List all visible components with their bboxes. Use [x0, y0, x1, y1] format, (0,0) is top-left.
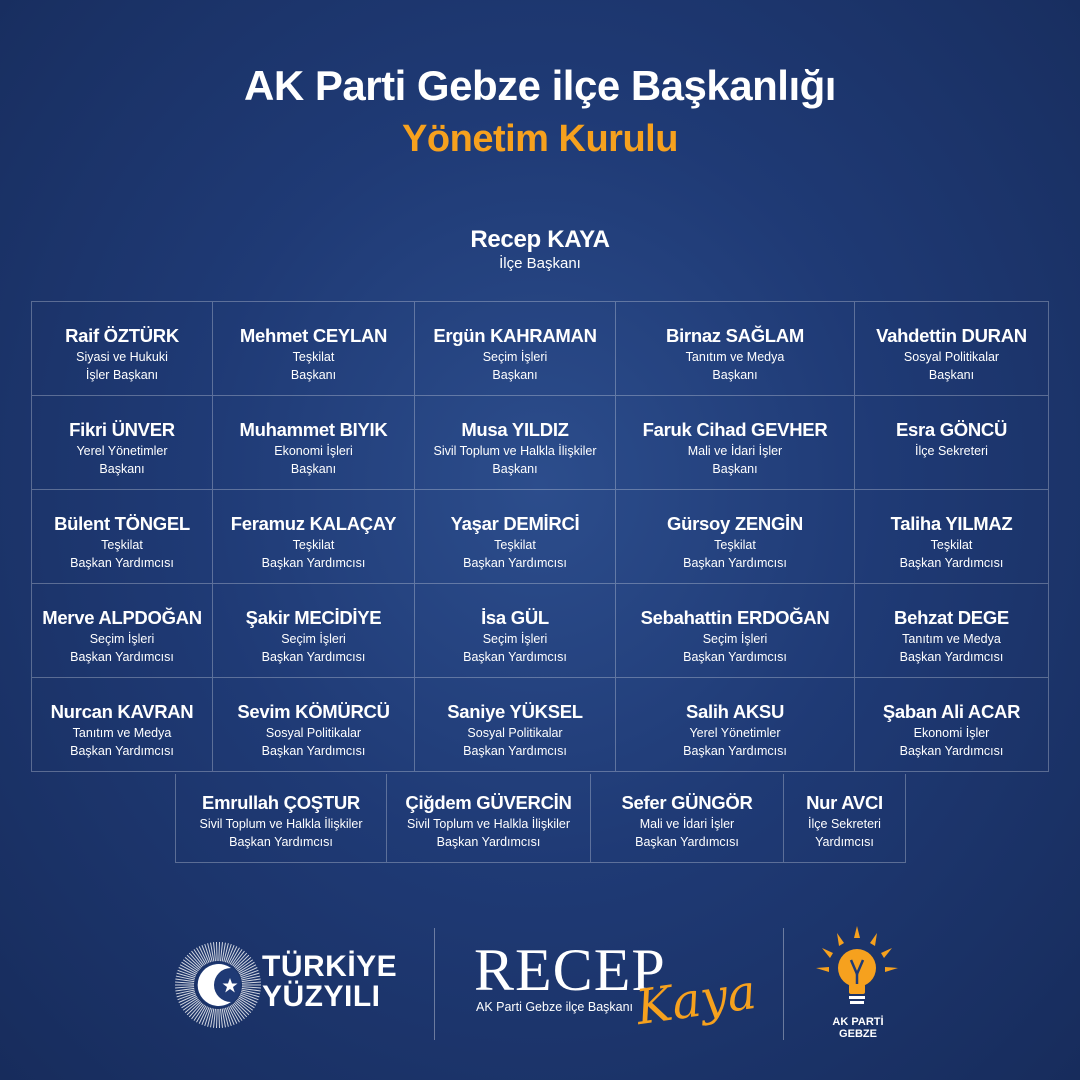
- member-role-line2: Başkanı: [492, 368, 538, 382]
- member-role-line2: Başkan Yardımcısı: [261, 650, 366, 664]
- member-name: Bülent TÖNGEL: [54, 513, 190, 534]
- member-card: [855, 584, 1049, 678]
- member-card: [415, 396, 616, 490]
- member-card: [616, 584, 855, 678]
- member-name: Şaban Ali ACAR: [882, 701, 1021, 722]
- member-name: Fikri ÜNVER: [69, 419, 175, 440]
- member-role-line2: Başkan Yardımcısı: [261, 556, 366, 570]
- member-role-line2: Başkanı: [492, 462, 538, 476]
- member-role-line2: Başkanı: [712, 462, 758, 476]
- member-role: Sosyal Politikalar: [265, 726, 362, 740]
- member-role: Teşkilat: [930, 538, 973, 552]
- member-card: [32, 396, 213, 490]
- member-role: Seçim İşleri: [89, 632, 155, 646]
- member-name: Yaşar DEMİRCİ: [450, 513, 580, 534]
- footer: [0, 920, 1080, 1050]
- member-name: Feramuz KALAÇAY: [230, 513, 397, 534]
- member-role: Teşkilat: [292, 350, 335, 364]
- member-card: [213, 678, 415, 772]
- member-card: [32, 678, 213, 772]
- member-card: [415, 678, 616, 772]
- member-card: [213, 490, 415, 584]
- member-name: Gürsoy ZENGİN: [667, 513, 803, 534]
- member-card: [387, 774, 591, 863]
- member-role-line2: Başkan Yardımcısı: [683, 650, 787, 664]
- member-role: Mali ve İdari İşler: [687, 444, 783, 458]
- member-role-line2: Başkan Yardımcısı: [683, 556, 787, 570]
- turkiye-yuzyili-emblem-icon: [173, 940, 263, 1030]
- member-role: İlçe Sekreteri: [808, 817, 881, 831]
- member-role: Sivil Toplum ve Halkla İlişkiler: [406, 817, 570, 831]
- member-role-line2: Başkan Yardımcısı: [899, 744, 1004, 758]
- turkiye-line: TÜRKİYE: [262, 950, 398, 983]
- member-name: Merve ALPDOĞAN: [42, 607, 202, 628]
- member-role-line2: Başkan Yardımcısı: [635, 835, 739, 849]
- member-card: [176, 774, 387, 863]
- member-card: [213, 396, 415, 490]
- member-role-line2: Başkan Yardımcısı: [899, 556, 1004, 570]
- member-name: Çiğdem GÜVERCİN: [405, 792, 572, 813]
- member-role: Seçim İşleri: [281, 632, 346, 646]
- member-role-line2: Başkan Yardımcısı: [463, 650, 567, 664]
- member-card: [855, 490, 1049, 584]
- recep-caption: AK Parti Gebze ilçe Başkanı: [476, 1000, 634, 1014]
- member-role: Siyasi ve Hukuki: [76, 350, 168, 364]
- member-name: İsa GÜL: [481, 607, 549, 628]
- member-card: [855, 302, 1049, 396]
- member-card: [855, 396, 1049, 490]
- member-name: Sefer GÜNGÖR: [621, 792, 753, 813]
- member-name: Esra GÖNCÜ: [895, 419, 1008, 440]
- member-role: Teşkilat: [714, 538, 756, 552]
- member-card: [415, 490, 616, 584]
- member-role: Mali ve İdari İşler: [639, 817, 735, 831]
- member-card: [32, 584, 213, 678]
- member-role: Seçim İşleri: [702, 632, 768, 646]
- member-role: İlçe Sekreteri: [915, 444, 988, 458]
- member-name: Birnaz SAĞLAM: [666, 325, 804, 346]
- member-role: Sivil Toplum ve Halkla İlişkiler: [433, 444, 597, 458]
- member-role: Seçim İşleri: [482, 350, 548, 364]
- member-role-line2: Başkan Yardımcısı: [463, 556, 567, 570]
- member-role-line2: Başkanı: [99, 462, 145, 476]
- yuzyili-line: YÜZYILI: [262, 980, 381, 1013]
- member-name: Emrullah ÇOŞTUR: [202, 792, 360, 813]
- member-name: Behzat DEGE: [894, 607, 1009, 628]
- board-members-grid: [31, 301, 1049, 772]
- ak-line2: GEBZE: [839, 1028, 877, 1040]
- turkiye-yuzyili-wordmark: [262, 952, 397, 1012]
- member-name: Salih AKSU: [685, 701, 785, 722]
- member-role-line2: Başkan Yardımcısı: [899, 650, 1004, 664]
- member-role: Sosyal Politikalar: [903, 350, 1000, 364]
- member-role: Sosyal Politikalar: [467, 726, 563, 740]
- leader-name: Recep KAYA: [470, 226, 610, 253]
- member-card: [616, 490, 855, 584]
- member-role-line2: Başkan Yardımcısı: [683, 744, 787, 758]
- member-role-line2: Başkan Yardımcısı: [261, 744, 366, 758]
- ak-parti-bulb-icon: [812, 924, 902, 1014]
- member-role-line2: Başkan Yardımcısı: [229, 835, 333, 849]
- member-name: Mehmet CEYLAN: [239, 325, 388, 346]
- member-role: Seçim İşleri: [482, 632, 548, 646]
- member-name: Muhammet BIYIK: [239, 419, 388, 440]
- member-role: Yerel Yönetimler: [689, 726, 781, 740]
- member-card: [784, 774, 906, 863]
- member-role-line2: İşler Başkanı: [85, 368, 159, 382]
- member-role-line2: Başkan Yardımcısı: [436, 835, 541, 849]
- page-subtitle: Yönetim Kurulu: [402, 118, 678, 160]
- member-role-line2: Başkanı: [290, 462, 337, 476]
- member-name: Taliha YILMAZ: [890, 513, 1013, 534]
- member-name: Nur AVCI: [806, 792, 883, 813]
- member-name: Sevim KÖMÜRCÜ: [237, 701, 390, 722]
- member-name: Şakir MECİDİYE: [245, 607, 382, 628]
- member-card: [213, 302, 415, 396]
- board-members-last-row: [175, 774, 906, 863]
- member-name: Ergün KAHRAMAN: [433, 325, 597, 346]
- member-role-line2: Başkanı: [290, 368, 337, 382]
- member-role-line2: Başkan Yardımcısı: [70, 650, 174, 664]
- member-role-line2: Başkan Yardımcısı: [70, 744, 174, 758]
- member-name: Saniye YÜKSEL: [447, 701, 583, 722]
- recep-wordmark: RECEP: [474, 937, 666, 1003]
- member-role-line2: Başkan Yardımcısı: [463, 744, 567, 758]
- member-role: Ekonomi İşler: [913, 726, 990, 740]
- member-role: Ekonomi İşleri: [274, 444, 353, 458]
- kaya-signature: Kaya: [632, 963, 760, 1037]
- member-name: Musa YILDIZ: [461, 419, 569, 440]
- member-card: [616, 396, 855, 490]
- member-role-line2: Başkanı: [712, 368, 758, 382]
- leader-block: [0, 226, 1080, 272]
- member-role-line2: Yardımcısı: [815, 835, 874, 849]
- member-card: [32, 490, 213, 584]
- member-card: [415, 302, 616, 396]
- member-role: Teşkilat: [494, 538, 536, 552]
- member-name: Sebahattin ERDOĞAN: [640, 607, 830, 628]
- member-role-line2: Başkan Yardımcısı: [70, 556, 174, 570]
- member-card: [32, 302, 213, 396]
- member-card: [855, 678, 1049, 772]
- member-role: Teşkilat: [292, 538, 335, 552]
- footer-divider-left: [434, 928, 435, 1040]
- member-card: [213, 584, 415, 678]
- member-card: [591, 774, 784, 863]
- member-name: Vahdettin DURAN: [876, 325, 1027, 346]
- member-name: Faruk Cihad GEVHER: [642, 419, 828, 440]
- ak-parti-wordmark: [810, 1016, 906, 1040]
- member-name: Nurcan KAVRAN: [50, 701, 194, 722]
- member-name: Raif ÖZTÜRK: [65, 325, 179, 346]
- member-card: [616, 302, 855, 396]
- leader-role: İlçe Başkanı: [499, 255, 581, 272]
- member-role: Tanıtım ve Medya: [685, 350, 785, 364]
- member-role: Sivil Toplum ve Halkla İlişkiler: [199, 817, 363, 831]
- footer-divider-right: [783, 928, 784, 1040]
- member-card: [415, 584, 616, 678]
- ak-line1: AK PARTİ: [832, 1016, 884, 1028]
- page-title: AK Parti Gebze ilçe Başkanlığı: [244, 62, 836, 109]
- member-role-line2: Başkanı: [928, 368, 975, 382]
- member-role: Yerel Yönetimler: [76, 444, 168, 458]
- member-role: Teşkilat: [101, 538, 143, 552]
- member-role: Tanıtım ve Medya: [902, 632, 1001, 646]
- member-role: Tanıtım ve Medya: [72, 726, 172, 740]
- member-card: [616, 678, 855, 772]
